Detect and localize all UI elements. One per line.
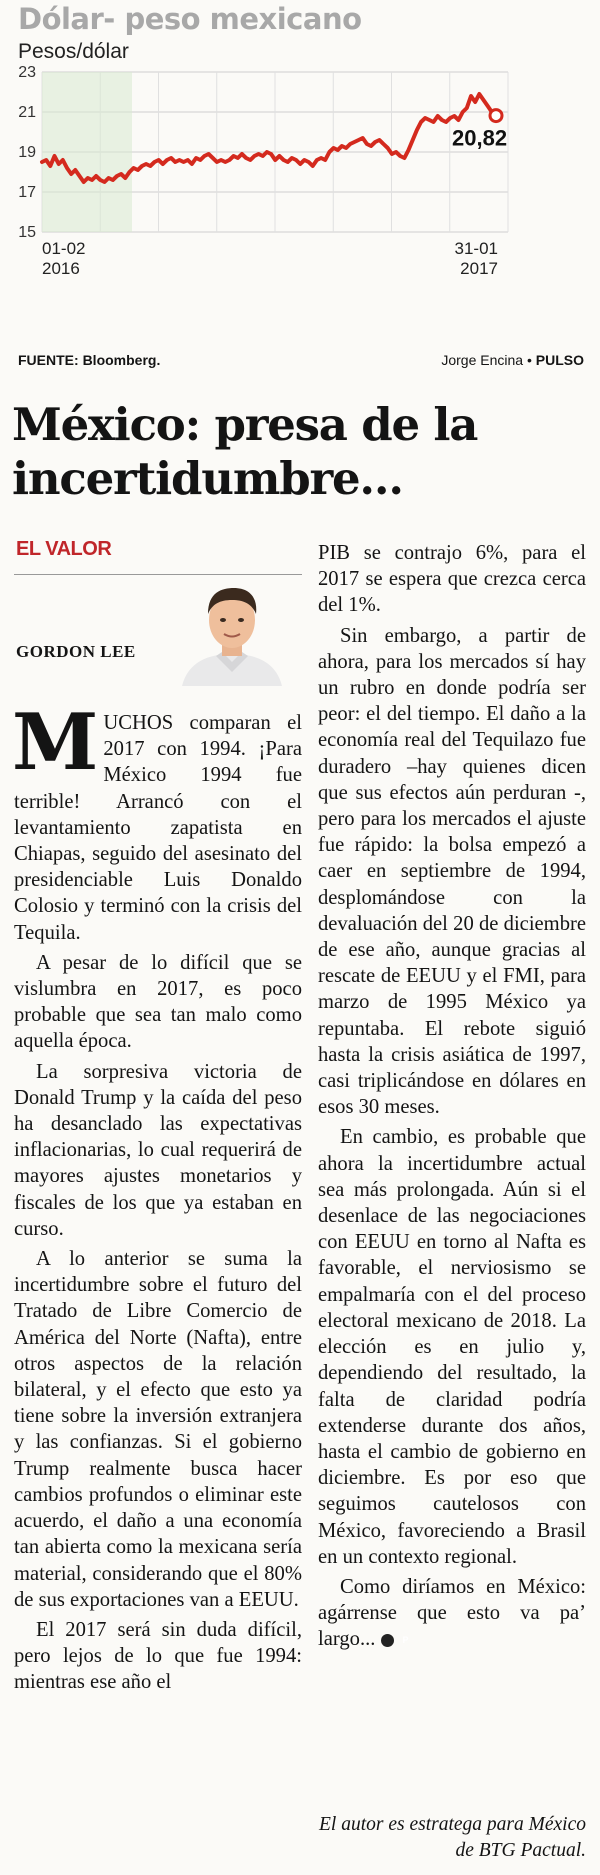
paragraph-6: PIB se contrajo 6%, para el 2017 se espera que crezca cerca del 1%. <box>318 542 586 617</box>
article-headline: México: presa de la incertidumbre... <box>12 398 478 505</box>
x-end-label-year: 2017 <box>460 259 498 278</box>
y-axis-ticks <box>18 66 36 241</box>
article-column-1 <box>12 697 302 1700</box>
paragraph-4: A lo anterior se suma la incertidumbre sobre el futuro del Tratado de Libre Comercio de América del Norte (Nafta), entre otros aspectos de la relación bilateral, y el efecto que esto ya tiene sobre la inversión extranjera y las confianzas. Si el gobierno Trump realmente busca hacer cambios profundos o eliminar este acuerdo, el daño a una economía tan abierta como la mexicana sería material, considerando que el 80% de sus exportaciones van a EEUU. <box>14 1248 302 1611</box>
drop-cap: M <box>12 697 99 788</box>
y-tick-label: 17 <box>18 184 36 201</box>
last-point-marker <box>490 110 502 122</box>
paragraph-5: El 2017 será sin duda difícil, pero lejos de lo que fue 1994: mientras ese año el <box>14 1618 302 1694</box>
y-tick-label: 19 <box>18 144 36 161</box>
article-column-2 <box>318 540 586 1657</box>
paragraph-2: A pesar de lo difícil que se vislumbra en 2017, es poco probable que sea tan malo como aquella época. <box>14 951 302 1053</box>
author-portrait <box>178 578 286 686</box>
column-section-tag: EL VALOR <box>16 538 112 560</box>
section-divider <box>14 574 302 575</box>
chart-title: Dólar- peso mexicano <box>18 2 362 36</box>
paragraph-1 <box>12 697 302 946</box>
x-end-label-day: 31-01 <box>454 239 498 258</box>
end-mark-icon: P <box>381 1634 394 1647</box>
exchange-rate-chart <box>0 66 600 348</box>
author-byline: GORDON LEE <box>16 642 136 661</box>
chart-credit <box>441 352 584 368</box>
y-tick-label: 21 <box>18 104 36 121</box>
paragraph-8: En cambio, es probable que ahora la incertidumbre actual sea más prolongada. Aún si el desenlace de las negociaciones con EEUU en torno al Nafta es favorable, el nerviosismo se empalmaría con el del proceso electoral mexicano de 2018. La elección es en julio y, dependiendo del resultado, la falta de claridad podría extenderse durante dos años, hasta el cambio de gobierno en diciembre. Es por eso que seguimos cautelosos con México, favoreciendo a Brasil en un contexto regional. <box>318 1126 586 1568</box>
last-value-label: 20,82 <box>452 125 508 151</box>
paragraph-3: La sorpresiva victoria de Donald Trump y la caída del peso ha desanclado las expectativas inflacionarias, lo cual requerirá de mayores ajustes monetarios y fiscales de los que ya estaban en curso. <box>14 1060 302 1240</box>
source-label: FUENTE: <box>18 352 79 368</box>
paragraph-1-text: UCHOS comparan el 2017 con 1994. ¡Para México 1994 fue terrible! Arrancó con el levantamiento zapatista en Chiapas, seguido del asesinato del presidenciable Luis Donaldo Colosio y terminó con la crisis del Tequila. <box>14 712 302 944</box>
paragraph-9-text: Como diríamos en México: agárrense que esto va pa’ largo... <box>318 1575 586 1651</box>
paragraph-7: Sin embargo, a partir de ahora, para los mercados sí hay un rubro en donde podría ser peor: el del tiempo. El daño a la economía real del Tequilazo fue duradero –hay quienes dicen que sus efectos aún perduran -, pero para los mercados el ajuste fue rápido: la bolsa empezó a caer en septiembre de 1994, desplomándose con la devaluación del 20 de diciembre de ese año, aunque gracias al rescate de EEUU y el FMI, para marzo de 1995 México ya repuntaba. El rebote siguió hasta la crisis asiática de 1997, casi triplicándose en dólares en esos 30 meses. <box>318 624 586 1119</box>
y-tick-label: 23 <box>18 66 36 81</box>
source-value: Bloomberg. <box>82 352 161 368</box>
x-start-label-year: 2016 <box>42 259 80 278</box>
x-start-label-day: 01-02 <box>42 239 86 258</box>
credit-author: Jorge Encina <box>441 352 524 368</box>
credit-outlet: PULSO <box>535 352 584 368</box>
chart-shaded-period <box>42 72 132 232</box>
credit-separator: • <box>526 352 532 368</box>
paragraph-9 <box>318 1574 586 1653</box>
y-tick-label: 15 <box>18 224 36 241</box>
author-signoff: El autor es estratega para México de BTG Pactual. <box>319 1814 586 1861</box>
chart-y-unit: Pesos/dólar <box>18 40 129 63</box>
chart-source <box>18 352 160 368</box>
